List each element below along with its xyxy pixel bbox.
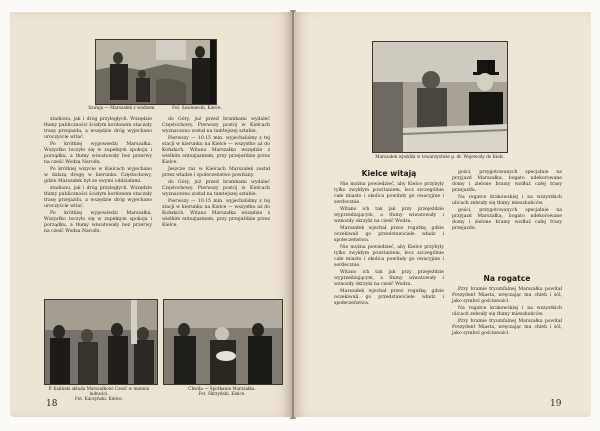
paragraph: Na rogatce krakowskiej i na wszystkich ulicach zebrały się tłumy mieszkańców.: [452, 306, 562, 318]
caption-line: Chwila — Spotkanie Marszałka.: [188, 386, 256, 391]
paragraph: Przy bramie tryumfalnej Marszałka powitał Prezydent Miasta, wręczając mu chleb i sól, jako symbol gościnności.: [452, 319, 562, 337]
bottom-left-caption: [40, 386, 158, 401]
paragraph: Po krótkiej wypowiedzi Marszałka. Wszystko toczyło się w zupełnym spokoju i porządku, a tłumy wiwatowały bez przerwy na cześć Wodza Narodu.: [44, 211, 152, 234]
heading-na-rogatce: Na rogatce: [483, 274, 531, 283]
caption-line: P. Kaliński składa Marszałkowi Cześć w imieniu ludności.: [48, 386, 150, 396]
left-page: [10, 12, 292, 417]
photo-marshal-in-car: [372, 41, 508, 153]
paragraph: Po krótkiej wizycie w Kielcach wyjechano w dalszą drogę w kierunku Częstochowy, gdzie Marszałek był ze swymi oddziałami.: [44, 167, 152, 184]
paragraph: Po krótkiej wypowiedzi Marszałka. Wszystko toczyło się w zupełnym spokoju i porządku, a tłumy wiwatowały bez przerwy na cześć Wodza Narodu.: [44, 142, 152, 165]
paragraph: Pierwszy — 10.15 min. wyjechaliśmy z tej stacji w kierunku na Kielce — wszystko aż do Końskich. Witano Marszałka wszędzie z wielkim entuzjazmem, przy przejeździe przez Kielce.: [162, 136, 270, 165]
right-photo-caption: Marszałek wjeżdża w towarzystwie p. dr. Wojewody do Kielc.: [375, 154, 505, 159]
paragraph: Jeszcze raz w Kielcach Marszałek został przez władze i społeczeństwo powitany.: [162, 167, 270, 178]
caption-line: Fot. Skrzyński, Kielce.: [198, 391, 246, 396]
paragraph: Witano ich tak jak przy przejeździe wyprzedzającym, a tłumy wiwatowały i wznosiły okrzyki na cześć Wodza.: [334, 207, 444, 224]
page-number-right: 19: [550, 399, 562, 409]
right-column-1: [334, 182, 444, 394]
paragraph: Nie można powiedzieć, aby Kielce przybyły tylko zwykłym powitaniem, lecz szczególnie całe miasto i okolica powitały go owacyjnie i serdecznie.: [334, 245, 444, 268]
paragraph: Przy bramie tryumfalnej Marszałka powitał Prezydent Miasta, wręczając mu chleb i sól, jako symbol gościnności.: [452, 287, 562, 304]
bottom-right-caption: [162, 386, 282, 396]
left-column-1: [44, 117, 152, 295]
photo-marshal-with-officers: [95, 39, 217, 105]
paragraph: do Góry, już przed bramkami wydaleć Częstochowy. Pierwszy postój w Kielcach wyznaczono został na tamtejszej sztabie.: [162, 180, 270, 198]
right-column-2-bottom: [452, 287, 562, 395]
right-page: [294, 12, 591, 417]
paragraph: gości, przygotowanych specjalnie na przyjazd Marszałka, bogato udekorowane domy i zielone bramy wzdłuż całej trasy przejazdu.: [452, 208, 562, 231]
paragraph: stadionu, jak i dróg przyległych. Wszędzie tłumy publiczności ścisłym kordonem otaczały trasę przejazdu, a wszędzie dróg wyjechano uroczyście witać.: [44, 117, 152, 140]
paragraph: Na rogatce krakowskiej i na wszystkich ulicach zebrały się tłumy mieszkańców.: [452, 195, 562, 206]
paragraph: gości, przygotowanych specjalnie na przyjazd Marszałka, bogato udekorowane domy i zielone bramy wzdłuż całej trasy przejazdu.: [452, 170, 562, 193]
left-photo-caption-right: Fot. Sawiniecki, Kielce.: [172, 105, 222, 110]
photo-greeting-crowd: [44, 299, 158, 385]
photo-meeting-marshal: [163, 299, 283, 385]
paragraph: Marszałek wjechał przez rogatkę, gdzie oczekiwali go przedstawiciele władz i społeczeństwa.: [334, 226, 444, 243]
paragraph: do Góry, już przed bramkami wydaleć Częstochowy. Pierwszy postój w Kielcach wyznaczono został na tamtejszej sztabie.: [162, 117, 270, 134]
heading-kielce-witaja: Kielce witają: [361, 169, 417, 178]
caption-line: Fot. Kaczyński, Kielce.: [75, 396, 123, 401]
paragraph: Nie można powiedzieć, aby Kielce przybyły tylko zwykłym powitaniem, lecz szczególnie całe miasto i okolica powitały go owacyjnie i serdecznie.: [334, 182, 444, 205]
page-number-left: 18: [46, 399, 58, 409]
paragraph: Marszałek wjechał przez rogatkę, gdzie oczekiwali go przedstawiciele władz i społeczeństwa.: [334, 289, 444, 307]
right-column-2-top: [452, 170, 562, 268]
paragraph: Pierwszy — 10.15 min. wyjechaliśmy z tej stacji w kierunku na Kielce — wszystko aż do Końskich. Witano Marszałka wszędzie z wielkim entuzjazmem, przy przejeździe przez Kielce.: [162, 199, 270, 228]
left-column-2: [162, 117, 270, 297]
paragraph: stadionu, jak i dróg przyległych. Wszędzie tłumy publiczności ścisłym kordonem otaczały trasę przejazdu, a wszędzie dróg wyjechano uroczyście witać.: [44, 186, 152, 209]
paragraph: Witano ich tak jak przy przejeździe wyprzedzającym, a tłumy wiwatowały i wznosiły okrzyki na cześć Wodza.: [334, 270, 444, 288]
left-photo-caption-left: Szwaja — Marszałek z wodzem.: [88, 105, 156, 110]
